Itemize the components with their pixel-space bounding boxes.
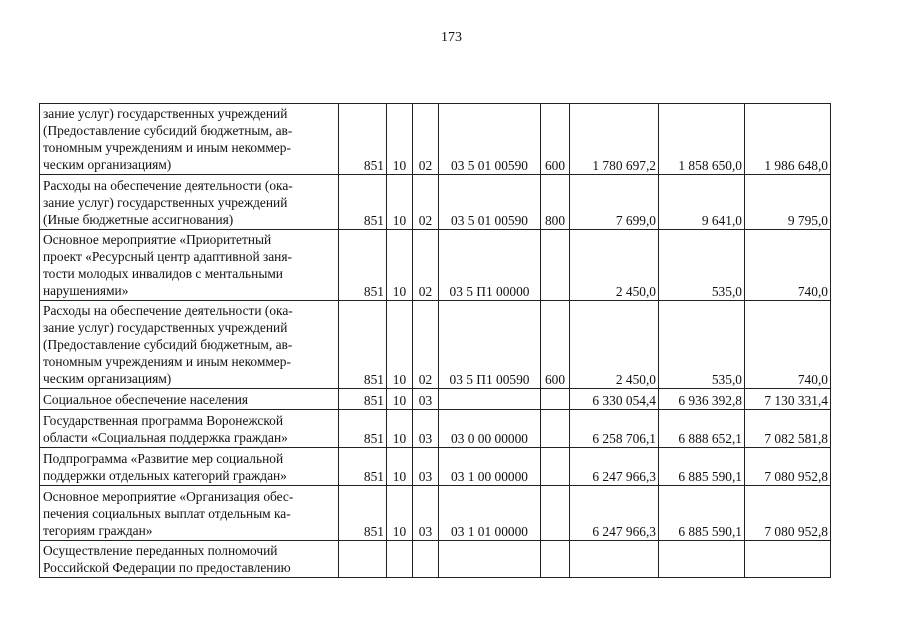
cell-name-line: (Иные бюджетные ассигнования) [43, 212, 234, 227]
table-row [40, 541, 831, 578]
cell-amount-year2: 535,0 [659, 301, 745, 389]
cell-name-line: тономным учреждениям и иным некоммер- [43, 140, 291, 155]
cell-rz: 10 [387, 448, 413, 486]
cell-vr [541, 230, 570, 301]
cell-rz: 10 [387, 104, 413, 175]
cell-name-line: тегориям граждан» [43, 523, 153, 538]
cell-name-line: ческим организациям) [43, 371, 172, 386]
cell-gr: 851 [339, 389, 387, 410]
cell-pr: 02 [413, 301, 439, 389]
cell-vr [541, 541, 570, 578]
page-number: 173 [441, 30, 462, 45]
cell-csr: 03 1 00 00000 [439, 448, 541, 486]
cell-name [40, 104, 339, 175]
cell-amount-year1 [570, 541, 659, 578]
cell-amount-year2: 6 936 392,8 [659, 389, 745, 410]
cell-amount-year1: 6 247 966,3 [570, 448, 659, 486]
cell-vr [541, 389, 570, 410]
table-row [40, 104, 831, 175]
cell-amount-year3 [745, 541, 831, 578]
cell-gr: 851 [339, 230, 387, 301]
cell-name [40, 486, 339, 541]
cell-amount-year2: 6 885 590,1 [659, 486, 745, 541]
cell-vr: 800 [541, 175, 570, 230]
table-row [40, 448, 831, 486]
cell-csr [439, 389, 541, 410]
table-row [40, 486, 831, 541]
cell-name [40, 389, 339, 410]
cell-name-line: (Предоставление субсидий бюджетным, ав- [43, 337, 293, 352]
cell-rz: 10 [387, 230, 413, 301]
cell-vr [541, 410, 570, 448]
cell-name [40, 410, 339, 448]
cell-pr [413, 541, 439, 578]
table-body [40, 104, 831, 578]
cell-csr [439, 541, 541, 578]
cell-gr [339, 541, 387, 578]
cell-amount-year3: 1 986 648,0 [745, 104, 831, 175]
cell-name-line: печения социальных выплат отдельным ка- [43, 506, 291, 521]
cell-name [40, 230, 339, 301]
cell-name [40, 175, 339, 230]
cell-pr: 02 [413, 104, 439, 175]
cell-amount-year1: 6 247 966,3 [570, 486, 659, 541]
cell-csr: 03 5 01 00590 [439, 104, 541, 175]
cell-gr: 851 [339, 486, 387, 541]
table-row [40, 301, 831, 389]
cell-vr: 600 [541, 104, 570, 175]
cell-name-line: Основное мероприятие «Организация обес- [43, 489, 294, 504]
cell-amount-year1: 6 330 054,4 [570, 389, 659, 410]
cell-name-line: Основное мероприятие «Приоритетный [43, 232, 272, 247]
cell-pr: 03 [413, 410, 439, 448]
table-row [40, 230, 831, 301]
cell-amount-year2: 6 885 590,1 [659, 448, 745, 486]
table-row [40, 389, 831, 410]
cell-name-line: (Предоставление субсидий бюджетным, ав- [43, 123, 293, 138]
cell-csr: 03 5 П1 00000 [439, 230, 541, 301]
cell-gr: 851 [339, 448, 387, 486]
cell-amount-year3: 7 130 331,4 [745, 389, 831, 410]
cell-amount-year3: 7 082 581,8 [745, 410, 831, 448]
cell-name [40, 301, 339, 389]
cell-amount-year1: 2 450,0 [570, 301, 659, 389]
cell-name-line: Осуществление переданных полномочий [43, 543, 278, 558]
cell-name-line: Государственная программа Воронежской [43, 413, 284, 428]
cell-vr [541, 486, 570, 541]
cell-vr [541, 448, 570, 486]
cell-amount-year2: 9 641,0 [659, 175, 745, 230]
cell-name-line: Расходы на обеспечение деятельности (ока- [43, 178, 293, 193]
cell-csr: 03 0 00 00000 [439, 410, 541, 448]
cell-vr: 600 [541, 301, 570, 389]
table-row [40, 175, 831, 230]
cell-rz: 10 [387, 486, 413, 541]
cell-name-line: Социальное обеспечение населения [43, 392, 249, 407]
cell-amount-year2: 6 888 652,1 [659, 410, 745, 448]
cell-pr: 03 [413, 486, 439, 541]
cell-gr: 851 [339, 175, 387, 230]
cell-pr: 03 [413, 389, 439, 410]
cell-amount-year2 [659, 541, 745, 578]
cell-name-line: нарушениями» [43, 283, 129, 298]
cell-name [40, 448, 339, 486]
cell-name-line: тономным учреждениям и иным некоммер- [43, 354, 291, 369]
cell-name-line: Расходы на обеспечение деятельности (ока- [43, 303, 293, 318]
budget-table [39, 103, 831, 578]
cell-rz: 10 [387, 389, 413, 410]
cell-csr: 03 1 01 00000 [439, 486, 541, 541]
cell-gr: 851 [339, 410, 387, 448]
cell-amount-year3: 740,0 [745, 230, 831, 301]
cell-name-line: проект «Ресурсный центр адаптивной заня- [43, 249, 292, 264]
cell-csr: 03 5 П1 00590 [439, 301, 541, 389]
cell-amount-year3: 7 080 952,8 [745, 448, 831, 486]
cell-rz: 10 [387, 175, 413, 230]
cell-name [40, 541, 339, 578]
cell-amount-year2: 1 858 650,0 [659, 104, 745, 175]
cell-name-line: зание услуг) государственных учреждений [43, 195, 288, 210]
cell-name-line: зание услуг) государственных учреждений [43, 320, 288, 335]
cell-name-line: поддержки отдельных категорий граждан» [43, 468, 287, 483]
cell-csr: 03 5 01 00590 [439, 175, 541, 230]
cell-gr: 851 [339, 301, 387, 389]
cell-amount-year3: 740,0 [745, 301, 831, 389]
cell-name-line: зание услуг) государственных учреждений [43, 106, 288, 121]
cell-rz [387, 541, 413, 578]
cell-amount-year1: 1 780 697,2 [570, 104, 659, 175]
cell-rz: 10 [387, 410, 413, 448]
cell-name-line: Подпрограмма «Развитие мер социальной [43, 451, 284, 466]
table-row [40, 410, 831, 448]
cell-amount-year3: 7 080 952,8 [745, 486, 831, 541]
cell-name-line: тости молодых инвалидов с ментальными [43, 266, 283, 281]
cell-amount-year1: 7 699,0 [570, 175, 659, 230]
cell-pr: 02 [413, 230, 439, 301]
cell-amount-year1: 2 450,0 [570, 230, 659, 301]
cell-amount-year2: 535,0 [659, 230, 745, 301]
cell-pr: 03 [413, 448, 439, 486]
cell-name-line: ческим организациям) [43, 157, 172, 172]
cell-name-line: Российской Федерации по предоставлению [43, 560, 291, 575]
cell-gr: 851 [339, 104, 387, 175]
cell-amount-year1: 6 258 706,1 [570, 410, 659, 448]
cell-rz: 10 [387, 301, 413, 389]
cell-name-line: области «Социальная поддержка граждан» [43, 430, 288, 445]
cell-pr: 02 [413, 175, 439, 230]
cell-amount-year3: 9 795,0 [745, 175, 831, 230]
